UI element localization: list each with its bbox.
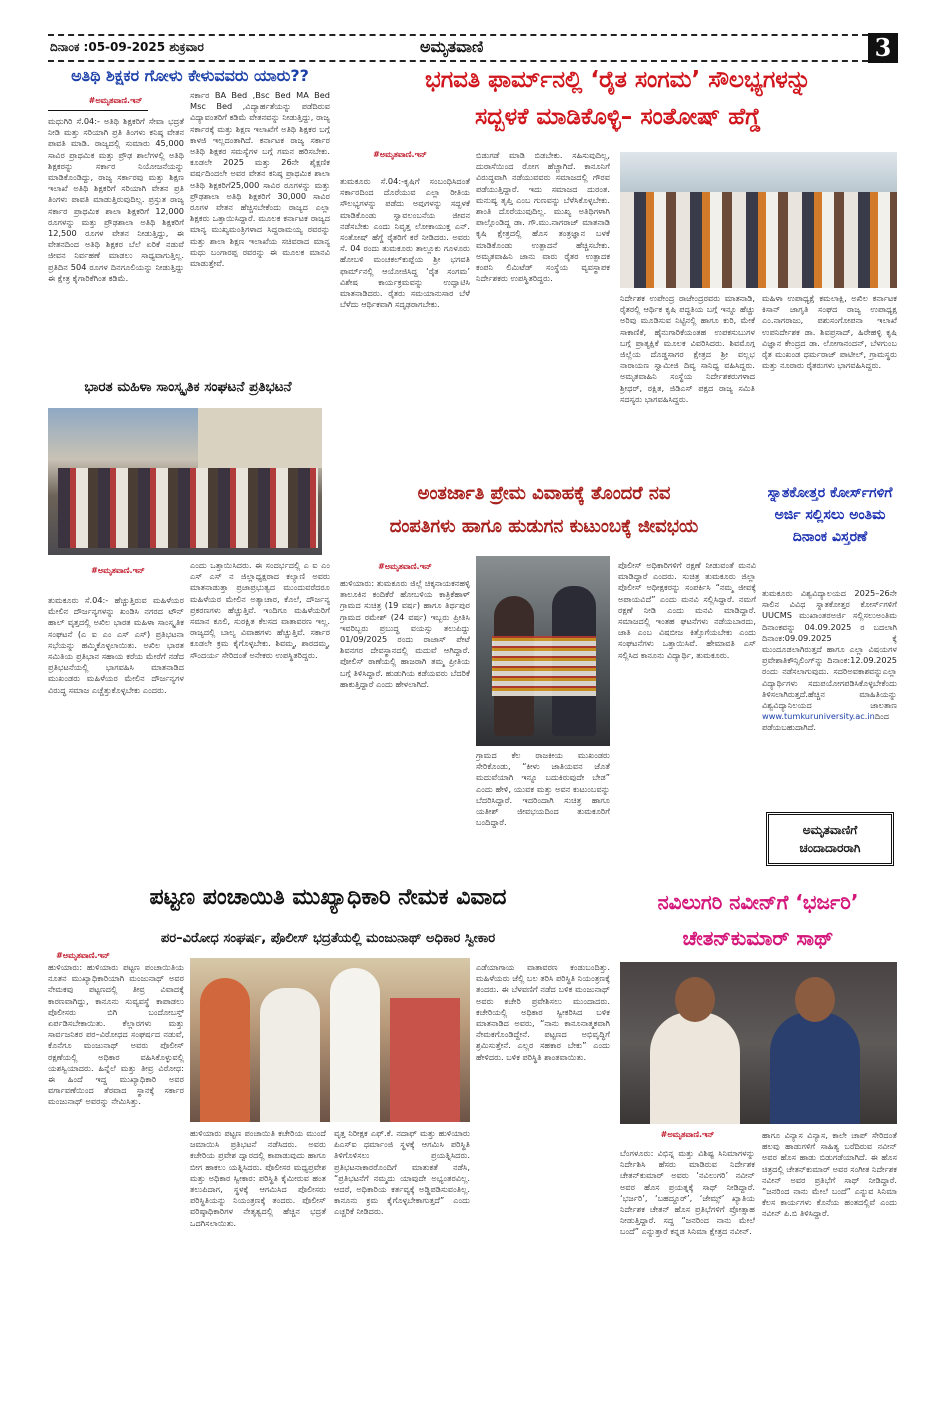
story3-col4: ಮಹಿಳಾ ಉಪಾಧ್ಯಕ್ಷೆ ಕಮಲಾಕ್ಷಿ, ಅಖಿಲ ಕರ್ನಾಟಕ ಕಿಸಾನ್ ಜಾಗೃತಿ ಸಂಘದ ರಾಜ್ಯ ಉಪಾಧ್ಯಕ್ಷ ಎಂ.ನಾಗರಾಜು, ಪಶುಸಂಗೋಪನಾ ಇಲಾಖೆ ಉಪನಿರ್ದೇಶಕ ಡಾ. ಶಿವಪ್ರಸಾದ್, ಹಿರೇಹಳ್ಳಿ ಕೃಷಿ ವಿಜ್ಞಾನ ಕೇಂದ್ರದ ಡಾ. ಲೋಗಾನಂದನ್, ಬೆಳಗುಂಬ ರೈತ ಮುಖಂಡ ಧರ್ಮರಾಜ್ ಪಾಟೀಲ್, ಗ್ರಾಮಸ್ಥರು ಮತ್ತು ನೂರಾರು ರೈತರುಗಳು ಭಾಗವಹಿಸಿದ್ದರು. bbox=[762, 293, 897, 371]
story3-col3: ನಿರ್ದೇಶಕ ಉಪೇಂದ್ರ ರಾಜೇಂದ್ರರವರು ಮಾತನಾಡಿ, ರೈತರಲ್ಲಿ ಆರ್ಥಿಕ ಕೃಷಿ ಪದ್ಧತಿಯ ಬಗ್ಗೆ ಇನ್ನೂ ಹೆಚ್ಚು ಅರಿವು ಮೂಡಿಸುವ ನಿಟ್ಟಿನಲ್ಲಿ ಹಾಗೂ ಕುರಿ, ಮೇಕೆ ಸಾಕಾಣಿಕೆ, ಹೈನುಗಾರಿಕೆಯಂತಹ ಉಪಕಸುಬುಗಳ ಬಗ್ಗೆ ಪ್ರಾತ್ಯಕ್ಷಿಕೆ ಮೂಲಕ ವಿವರಿಸಿದರು. ಶಿವಮೊಗ್ಗ ಜಿಲ್ಲೆಯ ದೊಡ್ಡಸಾಗರ ಕ್ಷೇತ್ರದ ಶ್ರೀ ವಲ್ಲಭ ನಾರಾಯಣ ಸ್ವಾಮೀಜಿ ದಿವ್ಯ ಸಾನಿಧ್ಯ ವಹಿಸಿದ್ದರು. ಅಮೃತವಾಹಿನಿ ಸಂಸ್ಥೆಯ ನಿರ್ದೇಶಕರುಗಳಾದ ಶ್ರೀಧರ್, ರಕ್ಷಿತ, ಜಿಡಿಎಸ್ ಪಕ್ಷದ ರಾಜ್ಯ ಸಮಿತಿ ಸದಸ್ಯರು ಭಾಗವಹಿಸಿದ್ದರು. bbox=[620, 293, 755, 404]
story7-headline-line1: ನವಿಲುಗರಿ ನವೀನ್‌ಗೆ ‘ಭರ್ಜರಿ’ bbox=[657, 890, 859, 914]
subscribe-line2: ಚಂದಾದಾರರಾಗಿ bbox=[799, 841, 861, 855]
subscribe-line1: ಅಮೃತವಾಣಿಗೆ bbox=[802, 823, 858, 837]
story3-col2: ಬಿಡುಗಡೆ ಮಾಡಿ ಬಿಡಬೇಕು. ಸಹಿಸುವುದಿಲ್ಲ, ದುರಾಸೆಯಿಂದ ರೋಗ ಹೆಚ್ಚಾಗಿದೆ. ಕಾನೂನಿಗೆ ವಿರುದ್ಧವಾಗಿ ನಡೆಯುವವರು ಸಮಾಜದಲ್ಲಿ ಗೌರವ ಪಡೆಯುತ್ತಿದ್ದಾರೆ. ಇದು ಸಮಾಜದ ದುರಂತ. ಮನುಷ್ಯ ತೃಪ್ತಿ ಎಂಬ ಗುಣವನ್ನು ಬೆಳೆಸಿಕೊಳ್ಳಬೇಕು. ಶಾಂತಿ ದೊರೆಯುವುದಿಲ್ಲ. ಮುಖ್ಯ ಅತಿಥಿಗಳಾಗಿ ಪಾಲ್ಗೊಂಡಿದ್ದ ಡಾ. ಗೌ.ಮು.ನಾಗರಾಜ್ ಮಾತನಾಡಿ ಕೃಷಿ ಕ್ಷೇತ್ರದಲ್ಲಿ ಹೊಸ ತಂತ್ರಜ್ಞಾನ ಬಳಕೆ ಮಾಡಿಕೊಂಡು ಉತ್ಪಾದನೆ ಹೆಚ್ಚಿಸಬೇಕು. ಅಮೃತವಾಹಿನಿ ಜಾನು ವಾರು ರೈತರ ಉತ್ಪಾದಕ ಕಂಪನಿ ಲಿಮಿಟೆಡ್ ಸಂಸ್ಥೆಯ ವ್ಯವಸ್ಥಾಪಕ ನಿರ್ದೇಶಕರು ಉಪಸ್ಥಿತರಿದ್ದರು. bbox=[476, 150, 610, 284]
story7-col2: ಹಾಗೂ ವಿನ್ಯಾಸ ವಿನ್ಯಾಸ, ಕಾಲೇ ಚಾಪ್ ಸೇರಿದಂತೆ ಹಲವು ಹಾಡುಗಳಿಗೆ ಸಾಹಿತ್ಯ ಬರೆದಿರುವ ನವೀನ್ ಅವರ ಹೊಸ ಹಾಡು ಬಿಡುಗಡೆಯಾಗಿದೆ. ಈ ಹೊಸ ಚಿತ್ರದಲ್ಲಿ ಚೇತನ್‌ಕುಮಾರ್ ಅವರ ಸಂಗೀತ ನಿರ್ದೇಶಕ ನವೀನ್ ಅವರ ಪ್ರತಿಭೆಗೆ ಸಾಥ್ ನೀಡಿದ್ದಾರೆ. “ಜನರಿಂದ ನಾನು ಮೇಲೆ ಬಂದೆ” ಎನ್ನುವ ಸಿನಿಮಾ ಕೆಲಸ ಕಾರ್ಯಗಳು ಕೊನೆಯ ಹಂತದಲ್ಲಿವೆ ಎಂದು ನವೀನ್ ಪಿ.ಬಿ ತಿಳಿಸಿದ್ದಾರೆ. bbox=[762, 1130, 897, 1219]
story4-headline-line2: ದಂಪತಿಗಳು ಹಾಗೂ ಹುಡುಗನ ಕುಟುಂಬಕ್ಕೆ ಜೀವಭಯ bbox=[389, 516, 699, 537]
subscribe-box[interactable] bbox=[766, 812, 894, 866]
story3-headline-line1: ಭಗವತಿ ಫಾರ್ಮ್‌ನಲ್ಲಿ ‘ರೈತ ಸಂಗಮ’ ಸೌಲಭ್ಯಗಳನ್ನು bbox=[425, 67, 811, 93]
story3-headline-line2: ಸದ್ಬಳಕೆ ಮಾಡಿಕೊಳ್ಳಿ– ಸಂತೋಷ್ ಹೆಗ್ಡೆ bbox=[474, 104, 762, 130]
story7-col1: ಬೆಂಗಳೂರು: ವಿಭಿನ್ನ ಮತ್ತು ವಿಶಿಷ್ಟ ಸಿನಿಮಾಗಳನ್ನು ನಿರ್ದೇಶಿಸಿ ಹೆಸರು ಮಾಡಿರುವ ನಿರ್ದೇಶಕ ಚೇತನ್‌ಕುಮಾರ್ ಅವರು ‘ನವಿಲುಗರಿ’ ನವೀನ್ ಅವರ ಹೊಸ ಪ್ರಯತ್ನಕ್ಕೆ ಸಾಥ್ ನೀಡಿದ್ದಾರೆ. ‘ಭರ್ಜರಿ’, ‘ಬಹದ್ದೂರ್’, ‘ಜೇಮ್ಸ್’ ಖ್ಯಾತಿಯ ನಿರ್ದೇಶಕ ಚೇತನ್ ಹೊಸ ಪ್ರತಿಭೆಗಳಿಗೆ ಪ್ರೋತ್ಸಾಹ ನೀಡುತ್ತಿದ್ದಾರೆ. ಸದ್ದ “ಜನರಿಂದ ನಾನು ಮೇಲೆ ಬಂದೆ” ಎನ್ನುತ್ತಾರೆ ಕನ್ನಡ ಸಿನಿಮಾ ಕ್ಷೇತ್ರದ ನವೀನ್. bbox=[620, 1148, 755, 1237]
story1-headline: ಅತಿಥಿ ಶಿಕ್ಷಕರ ಗೋಳು ಕೇಳುವವರು ಯಾರು?? bbox=[71, 66, 309, 85]
story6-col1: ಹುಳಿಯಾರು: ಹುಳಿಯಾರು ಪಟ್ಟಣ ಪಂಚಾಯಿತಿಯ ನೂತನ ಮುಖ್ಯಾಧಿಕಾರಿಯಾಗಿ ಮಂಜುನಾಥ್ ಅವರ ನೇಮಕವು ಪಟ್ಟಣದಲ್ಲಿ ತೀವ್ರ ವಿವಾದಕ್ಕೆ ಕಾರಣವಾಗಿದ್ದು, ಕಾನೂನು ಸುವ್ಯವಸ್ಥೆ ಕಾಪಾಡಲು ಪೊಲೀಸರು ಬಿಗಿ ಬಂದೋಬಸ್ತ್ ಏರ್ಪಡಿಸಬೇಕಾಯಿತು. ಕೆಲ್ಲಾರಗಳು ಮತ್ತು ಸಾರ್ವಜನಿಕರ ಪರ–ವಿರೋಧದ ಸಂಘರ್ಷದ ನಡುವೆ, ಕೊನೆಗೂ ಮಂಜುನಾಥ್ ಅವರು ಪೊಲೀಸ್ ರಕ್ಷಣೆಯಲ್ಲಿ ಅಧಿಕಾರ ವಹಿಸಿಕೊಳ್ಳುವಲ್ಲಿ ಯಶಸ್ವಿಯಾದರು. ಹಿನ್ನೆಲೆ ಮತ್ತು ತೀವ್ರ ವಿರೋಧ: ಈ ಹಿಂದೆ ಇದ್ದ ಮುಖ್ಯಾಧಿಕಾರಿ ಅವರ ವರ್ಗಾವಣೆಯಿಂದ ತೆರವಾದ ಸ್ಥಾನಕ್ಕೆ ಸರ್ಕಾರ ಮಂಜುನಾಥ್ ಅವರನ್ನು ನೇಮಿಸಿತ್ತು. bbox=[48, 962, 184, 1107]
byline: #ಅಮೃತವಾಣಿ.ಇನ್ bbox=[91, 566, 145, 575]
protest-photo bbox=[48, 408, 322, 555]
byline: #ಅಮೃತವಾಣಿ.ಇನ್ bbox=[88, 96, 143, 105]
masthead: ಅಮೃತವಾಣಿ bbox=[420, 37, 484, 56]
page-number: 3 bbox=[868, 33, 898, 63]
story4-col1: ಹುಳಿಯಾರು: ತುಮಕೂರು ಜಿಲ್ಲೆ ಚಿಕ್ಕನಾಯಕನಹಳ್ಳಿ ತಾಲೂಕಿನ ಕಂದಿಕೆರೆ ಹೋಬಳಿಯ ಕಾತ್ರಿಕೆಹಾಳ್ ಗ್ರಾಮದ ಸುಚಿತ್ರ (19 ವರ್ಷ) ಹಾಗೂ ತಿರ್ಥಪುರ ಗ್ರಾಮದ ರಮೇಶ್ (24 ವರ್ಷ) ಇಬ್ಬರು ಪ್ರೀತಿಸಿ ಇವರಿಬ್ಬರು ಪ್ರಬುದ್ಧ ವಯಸ್ಸು ತಲುಪಿದ್ದು 01/09/2025 ರಂದು ರಾಜಾಸ್ ಪೇಟೆ ಶಿವನಗರ ದೇವಸ್ಥಾನದಲ್ಲಿ ಮದುವೆ ಆಗಿದ್ದಾರೆ. ಪೋಲಿಸ್ ಠಾಣೆಯಲ್ಲಿ ಹಾಜರಾಗಿ ತಮ್ಮ ಪ್ರೀತಿಯ ಬಗ್ಗೆ ತಿಳಿಸಿದ್ದಾರೆ. ಹುಡುಗಿಯ ಕಡೆಯವರು ಬೆದರಿಕೆ ಹಾಕುತ್ತಿದ್ದಾರೆ ಎಂದು ಹೇಳಲಾಗಿದೆ. bbox=[340, 578, 470, 689]
byline: #ಅಮೃತವಾಣಿ.ಇನ್ bbox=[378, 562, 432, 571]
story5-body bbox=[762, 588, 897, 798]
raitha-sangama-photo bbox=[620, 152, 897, 288]
story2-headline: ಭಾರತ ಮಹಿಳಾ ಸಾಂಸ್ಕೃತಿಕ ಸಂಘಟನೆ ಪ್ರತಿಭಟನೆ bbox=[84, 379, 292, 395]
naveen-chethan-photo bbox=[620, 962, 897, 1124]
story1-col2: ಸರ್ಕಾರ BA Bed ,Bsc Bed MA Bed Msc Bed ,ವಿದ್ಯಾರ್ಹತೆಯನ್ನು ಪಡೆದಿರುವ ವಿದ್ಯಾವಂತರಿಗೆ ಕಡಿಮೆ ವೇತನವನ್ನು ನೀಡುತ್ತಿದ್ದು, ರಾಜ್ಯ ಸರ್ಕಾರಕ್ಕೆ ಮತ್ತು ಶಿಕ್ಷಣ ಇಲಾಖೆಗೆ ಅತಿಥಿ ಶಿಕ್ಷಕರ ಬಗ್ಗೆ ಕಾಳಜಿ ಇಲ್ಲದಂತಾಗಿದೆ. ಕರ್ನಾಟಕ ರಾಜ್ಯ ಸರ್ಕಾರ ಅತಿಥಿ ಶಿಕ್ಷಕರ ಸಮಸ್ಯೆಗಳ ಬಗ್ಗೆ ಗಮನ ಹರಿಸಬೇಕು. ಕೂಡಲೇ 2025 ಮತ್ತು 26ನೇ ಶೈಕ್ಷಣಿಕ ವರ್ಷದಿಂದಲೇ ಅವರ ವೇತನ ಕನಿಷ್ಠ ಪ್ರಾಥಮಿಕ ಶಾಲಾ ಅತಿಥಿ ಶಿಕ್ಷಕರಿಗೆ25,000 ಸಾವಿರ ರೂಗಳನ್ನು ಮತ್ತು ಪ್ರೌಢಶಾಲಾ ಅತಿಥಿ ಶಿಕ್ಷಕರಿಗೆ 30,000 ಸಾವಿರ ರೂಗಳ ವೇತನ ಹೆಚ್ಚಿಸಬೇಕೆಂದು ರಾಜ್ಯದ ಎಲ್ಲಾ ಶಿಕ್ಷಕರು ಒತ್ತಾಯಿಸಿದ್ದಾರೆ. ಮೂಲಕ ಕರ್ನಾಟಕ ರಾಜ್ಯದ ಮಾನ್ಯ ಮುಖ್ಯಮಂತ್ರಿಗಳಾದ ಸಿದ್ದರಾಮಯ್ಯ ರವರನ್ನು ಮತ್ತು ಶಾಲಾ ಶಿಕ್ಷಣ ಇಲಾಖೆಯ ಸಚಿವರಾದ ಮಾನ್ಯ ಮಧು ಬಂಗಾರಪ್ಪ ರವರನ್ನು ಈ ಮೂಲಕ ಮಾನವಿ ಮಾಡುತ್ತೇವೆ. bbox=[190, 90, 330, 269]
story7-headline-line2: ಚೇತನ್‌ಕುಮಾರ್ ಸಾಥ್ bbox=[682, 926, 834, 950]
story5-headline: ಸ್ನಾತಕೋತ್ತರ ಕೋರ್ಸ್‌ಗಳಿಗೆ ಅರ್ಜಿ ಸಲ್ಲಿಸಲು ಅಂತಿಮ ದಿನಾಂಕ ವಿಸ್ತರಣೆ bbox=[767, 485, 893, 545]
byline: #ಅಮೃತವಾಣಿ.ಇನ್ bbox=[56, 951, 110, 960]
story4-col2: ಗ್ರಾಮದ ಕೆಲ ರಾಜಕೀಯ ಮುಖಂಡರು ಸೇರಿಕೊಂಡು, “ಕೀಳು ಜಾತಿಯವನ ಜೊತೆ ಮದುವೆಯಾಗಿ ಇನ್ನೂ ಬದುಕಿರುವುದೇ ಬೇಡ” ಎಂದು ಹೇಳಿ, ಯುವಕ ಮತ್ತು ಅವನ ಕುಟುಂಬವನ್ನು ಬೆದರಿಸಿದ್ದಾರೆ. ಇದರಿಂದಾಗಿ ಸುಚಿತ್ರ ಹಾಗೂ ಯತೀಶ್ ಜೀವಭಯದಿಂದ ತುಮಕೂರಿಗೆ ಬಂದಿದ್ದಾರೆ. bbox=[476, 750, 610, 828]
story5-text: ತುಮಕೂರು ವಿಶ್ವವಿದ್ಯಾಲಯದ 2025–26ನೇ ಸಾಲಿನ ವಿವಿಧ ಸ್ನಾತಕೋತ್ತರ ಕೋರ್ಸ್‌ಗಳಿಗೆ UUCMS ಮುಖಾಂತರಅರ್ಜಿ ಸಲ್ಲಿಸಲುಅಂತಿಮ ದಿನಾಂಕವನ್ನು 04.09.2025 ರ ಬದಲಾಗಿ ದಿನಾಂಕ:09.09.2025 ಕ್ಕೆ ಮುಂದೂಡಲಾಗಿರುತ್ತದೆ ಹಾಗೂ ಎಲ್ಲಾ ವಿಷಯಗಳ ಪ್ರವೇಶಾತಿಕೌನ್ಸಿಲಿಂಗ್‌ನ್ನು ದಿನಾಂಕ:12.09.2025 ರಂದು ನಡೆಸಲಾಗುವುದು. ಸದರಿಅವಕಾಶವನ್ನುಎಲ್ಲಾ ವಿದ್ಯಾರ್ಥಿಗಳು ಸದುಪಯೋಗಪಡಿಸಿಕೊಳ್ಳಬೇಕೆಂದು ತಿಳಿಸಲಾಗಿರುತ್ತದೆ.ಹೆಚ್ಚಿನ ಮಾಹಿತಿಯನ್ನು ವಿಶ್ವವಿದ್ಯಾನಿಲಯದ ಜಾಲತಾಣ bbox=[762, 588, 897, 711]
story6-headline: ಪಟ್ಟಣ ಪಂಚಾಯಿತಿ ಮುಖ್ಯಾಧಿಕಾರಿ ನೇಮಕ ವಿವಾದ bbox=[149, 885, 507, 910]
byline: #ಅಮೃತವಾಣಿ.ಇನ್ bbox=[660, 1130, 715, 1139]
story4-col3: ಪೊಲೀಸ್ ಅಧಿಕಾರಿಗಳಿಗೆ ರಕ್ಷಣೆ ನೀಡುವಂತೆ ಮನವಿ ಮಾಡಿದ್ದಾರೆ ಎಂದರು. ಸುಚಿತ್ರ ತುಮಕೂರು ಜಿಲ್ಲಾ ಪೊಲೀಸ್ ಅಧೀಕ್ಷಕರನ್ನು ಸಂಪರ್ಕಿಸಿ “ನಮ್ಮ ಜೀವಕ್ಕೆ ಅಪಾಯವಿದೆ” ಎಂದು ಮನವಿ ಸಲ್ಲಿಸಿದ್ದಾರೆ. ನಮಗೆ ರಕ್ಷಣೆ ನೀಡಿ ಎಂದು ಮನವಿ ಮಾಡಿದ್ದಾರೆ. ಸಮಾಜದಲ್ಲಿ ಇಂತಹ ಘಟನೆಗಳು ನಡೆಯಬಾರದು, ಜಾತಿ ಎಂಬ ವಿಷಬೀಜ ಕಿತ್ತೊಗೆಯಬೇಕು ಎಂದು ಸಂಘಟನೆಗಳು ಒತ್ತಾಯಿಸಿವೆ. ಹೇಮಾವತಿ ಎಸ್ ಸಲ್ಲಿಸಿದ ಕಾನೂನು ವಿದ್ಯಾರ್ಥಿ, ತುಮಕೂರು. bbox=[618, 560, 756, 660]
story5-text-end: ದಿಂದ ಪಡೆಯಬಹುದಾಗಿದೆ. bbox=[762, 711, 890, 733]
story6-col4: ಎಡೆಯಾಗಾಯ ವಾತಾವರಣ ಕಂಡುಬಂದಿತ್ತು. ಮಹಿಳೆಯರು ಜೆಲ್ಲಿ ಬಲ ತರಿಸಿ ಪರಿಸ್ಥಿತಿ ನಿಯಂತ್ರಣಕ್ಕೆ ತಂದರು. ಈ ಬೆಳವಣಿಗೆ ನಡೆದ ಬಳಿಕ ಮಂಜುನಾಥ್ ಅವರು ಕಚೇರಿ ಪ್ರವೇಶಿಸಲು ಮುಂದಾದರು. ಕಚೇರಿಯಲ್ಲಿ ಅಧಿಕಾರ ಸ್ವೀಕರಿಸಿದ ಬಳಿಕ ಮಾತನಾಡಿದ ಅವರು, “ನಾನು ಕಾನೂನಾತ್ಮಕವಾಗಿ ನೇಮಕಗೊಂಡಿದ್ದೇನೆ. ಪಟ್ಟಣದ ಅಭಿವೃದ್ಧಿಗೆ ಶ್ರಮಿಸುತ್ತೇನೆ. ಎಲ್ಲರ ಸಹಕಾರ ಬೇಕು” ಎಂದು ಹೇಳಿದರು. ಬಳಿಕ ಪರಿಸ್ಥಿತಿ ಶಾಂತವಾಯಿತು. bbox=[476, 962, 610, 1062]
story2-col1: ತುಮಕೂರು ಸೆ.04:- ಹೆಚ್ಚುತ್ತಿರುವ ಮಹಿಳೆಯರ ಮೇಲಿನ ದೌರ್ಜನ್ಯಗಳನ್ನು ಖಂಡಿಸಿ ನಗರದ ಟೌನ್ ಹಾಲ್ ವೃತ್ತದಲ್ಲಿ ಅಖಿಲ ಭಾರತ ಮಹಿಳಾ ಸಾಂಸ್ಕೃತಿಕ ಸಂಘಟನೆ (ಎ ಐ ಎಂ ಎಸ್ ಎಸ್) ಪ್ರತಿಭಟನಾ ಸಭೆಯನ್ನು ಹಮ್ಮಿಕೊಳ್ಳಲಾಯಿತು. ಅಖಿಲ ಭಾರತ ಸಮಿತಿಯ ಪ್ರತಿಭಾನ ಸಹಾಯ ಕರೆಯ ಮೇರೆಗೆ ನಡೆದ ಪ್ರತಿಭಟನೆಯಲ್ಲಿ ಭಾಗವಹಿಸಿ ಮಾತನಾಡಿದ ಮುಖಂಡರು ಮಹಿಳೆಯರ ಮೇಲಿನ ದೌರ್ಜನ್ಯಗಳ ವಿರುದ್ಧ ಸಮಾಜ ಎಚ್ಚೆತ್ತುಕೊಳ್ಳಬೇಕು ಎಂದರು. bbox=[48, 595, 184, 695]
story6-col3: ವೃತ್ತ ನಿರೀಕ್ಷಕ ಎಫ್.ಕೆ. ನದಾಫ್ ಮತ್ತು ಹುಳಿಯಾರು ಪಿಎಸ್‌ಐ ಧರ್ಮಾಂಜಿ ಸ್ಥಳಕ್ಕೆ ಆಗಮಿಸಿ ಪರಿಸ್ಥಿತಿ ತಿಳಿಗೊಳಿಸಲು ಪ್ರಯತ್ನಿಸಿದರು. ಪ್ರತಿಭಟನಾಕಾರರೊಂದಿಗೆ ಮಾತುಕತೆ ನಡೆಸಿ, “ಪ್ರತಿಭಟನೆಗೆ ನಮ್ಮದು ಯಾವುದೇ ಅಭ್ಯಂತರವಿಲ್ಲ. ಆದರೆ, ಅಧಿಕಾರಿಯ ಕರ್ತವ್ಯಕ್ಕೆ ಅಡ್ಡಿಪಡಿಸುವಂತಿಲ್ಲ. ಕಾನೂನು ಕ್ರಮ ಕೈಗೊಳ್ಳಬೇಕಾಗುತ್ತದೆ” ಎಂದು ಎಚ್ಚರಿಕೆ ನೀಡಿದರು. bbox=[334, 1128, 470, 1217]
couple-photo bbox=[476, 556, 610, 746]
byline: #ಅಮೃತವಾಣಿ.ಇನ್ bbox=[373, 150, 427, 159]
story6-col2: ಹುಳಿಯಾರು ಪಟ್ಟಣ ಪಂಚಾಯಿತಿ ಕಚೇರಿಯ ಮುಂದೆ ಜಮಾಯಿಸಿ ಪ್ರತಿಭಟನೆ ನಡೆಸಿದರು. ಅವರು ಕಚೇರಿಯ ಪ್ರವೇಶ ದ್ವಾರದಲ್ಲಿ ಕಾಪಾಡುವುದು ಹಾಗೂ ಬೀಗ ಹಾಕಲು ಯತ್ನಿಸಿದರು. ಪೊಲೀಸರ ಮಧ್ಯಪ್ರವೇಶ ಮತ್ತು ಅಧಿಕಾರ ಸ್ವೀಕಾರ: ಪರಿಸ್ಥಿತಿ ಕೈಮೀರುವ ಹಂತ ತಲುಪಿದಾಗ, ಸ್ಥಳಕ್ಕೆ ಆಗಮಿಸಿದ ಪೊಲೀಸರು ಪರಿಸ್ಥಿತಿಯನ್ನು ನಿಯಂತ್ರಣಕ್ಕೆ ತಂದರು. ಪೊಲೀಸ್ ವರಿಷ್ಠಾಧಿಕಾರಿಗಳ ನೇತೃತ್ವದಲ್ಲಿ ಹೆಚ್ಚಿನ ಭದ್ರತೆ ಒದಗಿಸಲಾಯಿತು. bbox=[190, 1128, 326, 1228]
story2-col2: ಎಂದು ಒತ್ತಾಯಿಸಿದರು. ಈ ಸಂದರ್ಭದಲ್ಲಿ ಎ ಐ ಎಂ ಎಸ್ ಎಸ್ ನ ಜಿಲ್ಲಾಧ್ಯಕ್ಷರಾದ ಕಲ್ಯಾಣಿ ಅವರು ಮಾತನಾಡುತ್ತಾ ಪ್ರಜಾಪ್ರಭುತ್ವದ ಮುಂದುವರೆದರೂ ಮಹಿಳೆಯರ ಮೇಲಿನ ಅತ್ಯಾಚಾರ, ಕೊಲೆ, ದೌರ್ಜನ್ಯ ಪ್ರಕರಣಗಳು ಹೆಚ್ಚುತ್ತಿವೆ. ಇಂದಿಗೂ ಮಹಿಳೆಯರಿಗೆ ಸಮಾನ ಕೂಲಿ, ಸುರಕ್ಷಿತ ಕೆಲಸದ ವಾತಾವರಣ ಇಲ್ಲ. ರಾಜ್ಯದಲ್ಲಿ ಬಾಲ್ಯ ವಿವಾಹಗಳು ಹೆಚ್ಚುತ್ತಿವೆ. ಸರ್ಕಾರ ಕೂಡಲೇ ಕ್ರಮ ಕೈಗೊಳ್ಳಬೇಕು. ಶಿವಮ್ಮ, ಶಾರದಮ್ಮ, ಸೌಂದರ್ಯ ಸೇರಿದಂತೆ ಅನೇಕರು ಉಪಸ್ಥಿತರಿದ್ದರು. bbox=[190, 560, 330, 660]
panchayat-officials-photo bbox=[190, 958, 470, 1122]
story1-col1: ಮಧುಗಿರಿ ಸೆ.04:- ಅತಿಥಿ ಶಿಕ್ಷಕರಿಗೆ ಸೇವಾ ಭದ್ರತೆ ನೀಡಿ ಮತ್ತು ಸರಿಯಾಗಿ ಪ್ರತಿ ತಿಂಗಳು ಕನಿಷ್ಠ ವೇತನ ಪಾವತಿ ಮಾಡಿ. ರಾಜ್ಯದಲ್ಲಿ ಸುಮಾರು 45,000 ಸಾವಿರ ಪ್ರಾಥಮಿಕ ಮತ್ತು ಪ್ರೌಢ ಶಾಲೆಗಳಲ್ಲಿ ಅತಿಥಿ ಶಿಕ್ಷಕರನ್ನು ಸರ್ಕಾರ ನಿಯೋಜನೆಯನ್ನು ಮಾಡಿಕೊಂಡಿದ್ದು, ರಾಜ್ಯ ಸರ್ಕಾರವು ಮತ್ತು ಶಿಕ್ಷಣ ಇಲಾಖೆ ಅತಿಥಿ ಶಿಕ್ಷಕರಿಗೆ ಸರಿಯಾಗಿ ವೇತನ ಪ್ರತಿ ತಿಂಗಳು ಪಾವತಿ ಮಾಡುತ್ತಿರುವುದಿಲ್ಲ. ಪ್ರಸ್ತುತ ರಾಜ್ಯ ಸರ್ಕಾರ ಪ್ರಾಥಮಿಕ ಶಾಲಾ ಶಿಕ್ಷಕರಿಗೆ 12,000 ರೂಗಳನ್ನು ಮತ್ತು ಪ್ರೌಢಶಾಲಾ ಅತಿಥಿ ಶಿಕ್ಷಕರಿಗೆ 12,500 ರೂಗಳ ವೇತನ ನೀಡುತ್ತಿದ್ದು, ಈ ವೇತನದಿಂದ ಅತಿಥಿ ಶಿಕ್ಷಕರ ಬೆಲೆ ಏರಿಕೆ ನಡುವೆ ಜೀವನ ನಿರ್ವಹಣೆ ಮಾಡಲು ಸಾಧ್ಯವಾಗುತ್ತಿಲ್ಲ. ಪ್ರತಿದಿನ 504 ರೂಗಳ ದಿನಗೂಲಿಯನ್ನು ನೀಡುತ್ತಿದ್ದು ಈ ಕ್ಷೇತ್ರ ಕೈಗಾರಿಕೆಗಿಂತ ಕಡಿಮೆ. bbox=[48, 116, 184, 283]
university-link[interactable]: www.tumkuruniversity.ac.in bbox=[762, 711, 875, 722]
story4-headline-line1: ಅಂತರ್ಜಾತಿ ಪ್ರೇಮ ವಿವಾಹಕ್ಕೆ ತೊಂದರೆ ನವ bbox=[417, 483, 671, 504]
story3-col1: ತುಮಕೂರು ಸೆ.04:-ಕೃಷಿಗೆ ಸಂಬಂಧಿಸಿದಂತೆ ಸರ್ಕಾರದಿಂದ ದೊರೆಯುವ ಎಲ್ಲಾ ರೀತಿಯ ಸೌಲಭ್ಯಗಳನ್ನು ಪಡೆದು ಅವುಗಳನ್ನು ಸದ್ಬಳಕೆ ಮಾಡಿಕೊಂಡು ಸ್ವಾವಲಂಬನೆಯ ಜೀವನ ನಡೆಸಬೇಕು ಎಂದು ನಿವೃತ್ತ ಲೋಕಾಯುಕ್ತ ಎನ್. ಸಂತೋಷ್ ಹೆಗ್ಡೆ ರೈತರಿಗೆ ಕರೆ ನೀಡಿದರು. ಅವರು ಸೆ. 04 ರಂದು ತುಮಕೂರು ತಾಲ್ಲೂಕು ಗೂಳೂರು ಹೋಬಳಿ ಮಂಚಕಲ್‌ಕುಪ್ಪೆಯ ಶ್ರೀ ಭಗವತಿ ಫಾರ್ಮ್‌ನಲ್ಲಿ ಆಯೋಜಿಸಿದ್ದ ‘ರೈತ ಸಂಗಮ’ ವಿಶೇಷ ಕಾರ್ಯಕ್ರಮವನ್ನು ಉದ್ಘಾಟಿಸಿ ಮಾತನಾಡಿದರು. ರೈತರು ಸಮಯಾನುಸಾರ ಬೆಳೆ ಬೆಳೆದು ಆರ್ಥಿಕವಾಗಿ ಸದೃಢರಾಗಬೇಕು. bbox=[340, 176, 470, 310]
story6-subheadline: ಪರ–ವಿರೋಧ ಸಂಘರ್ಷ, ಪೊಲೀಸ್ ಭದ್ರತೆಯಲ್ಲಿ ಮಂಜುನಾಥ್ ಅಧಿಕಾರ ಸ್ವೀಕಾರ bbox=[160, 931, 496, 946]
issue-date: ದಿನಾಂಕ :05-09-2025 ಶುಕ್ರವಾರ bbox=[50, 40, 204, 54]
